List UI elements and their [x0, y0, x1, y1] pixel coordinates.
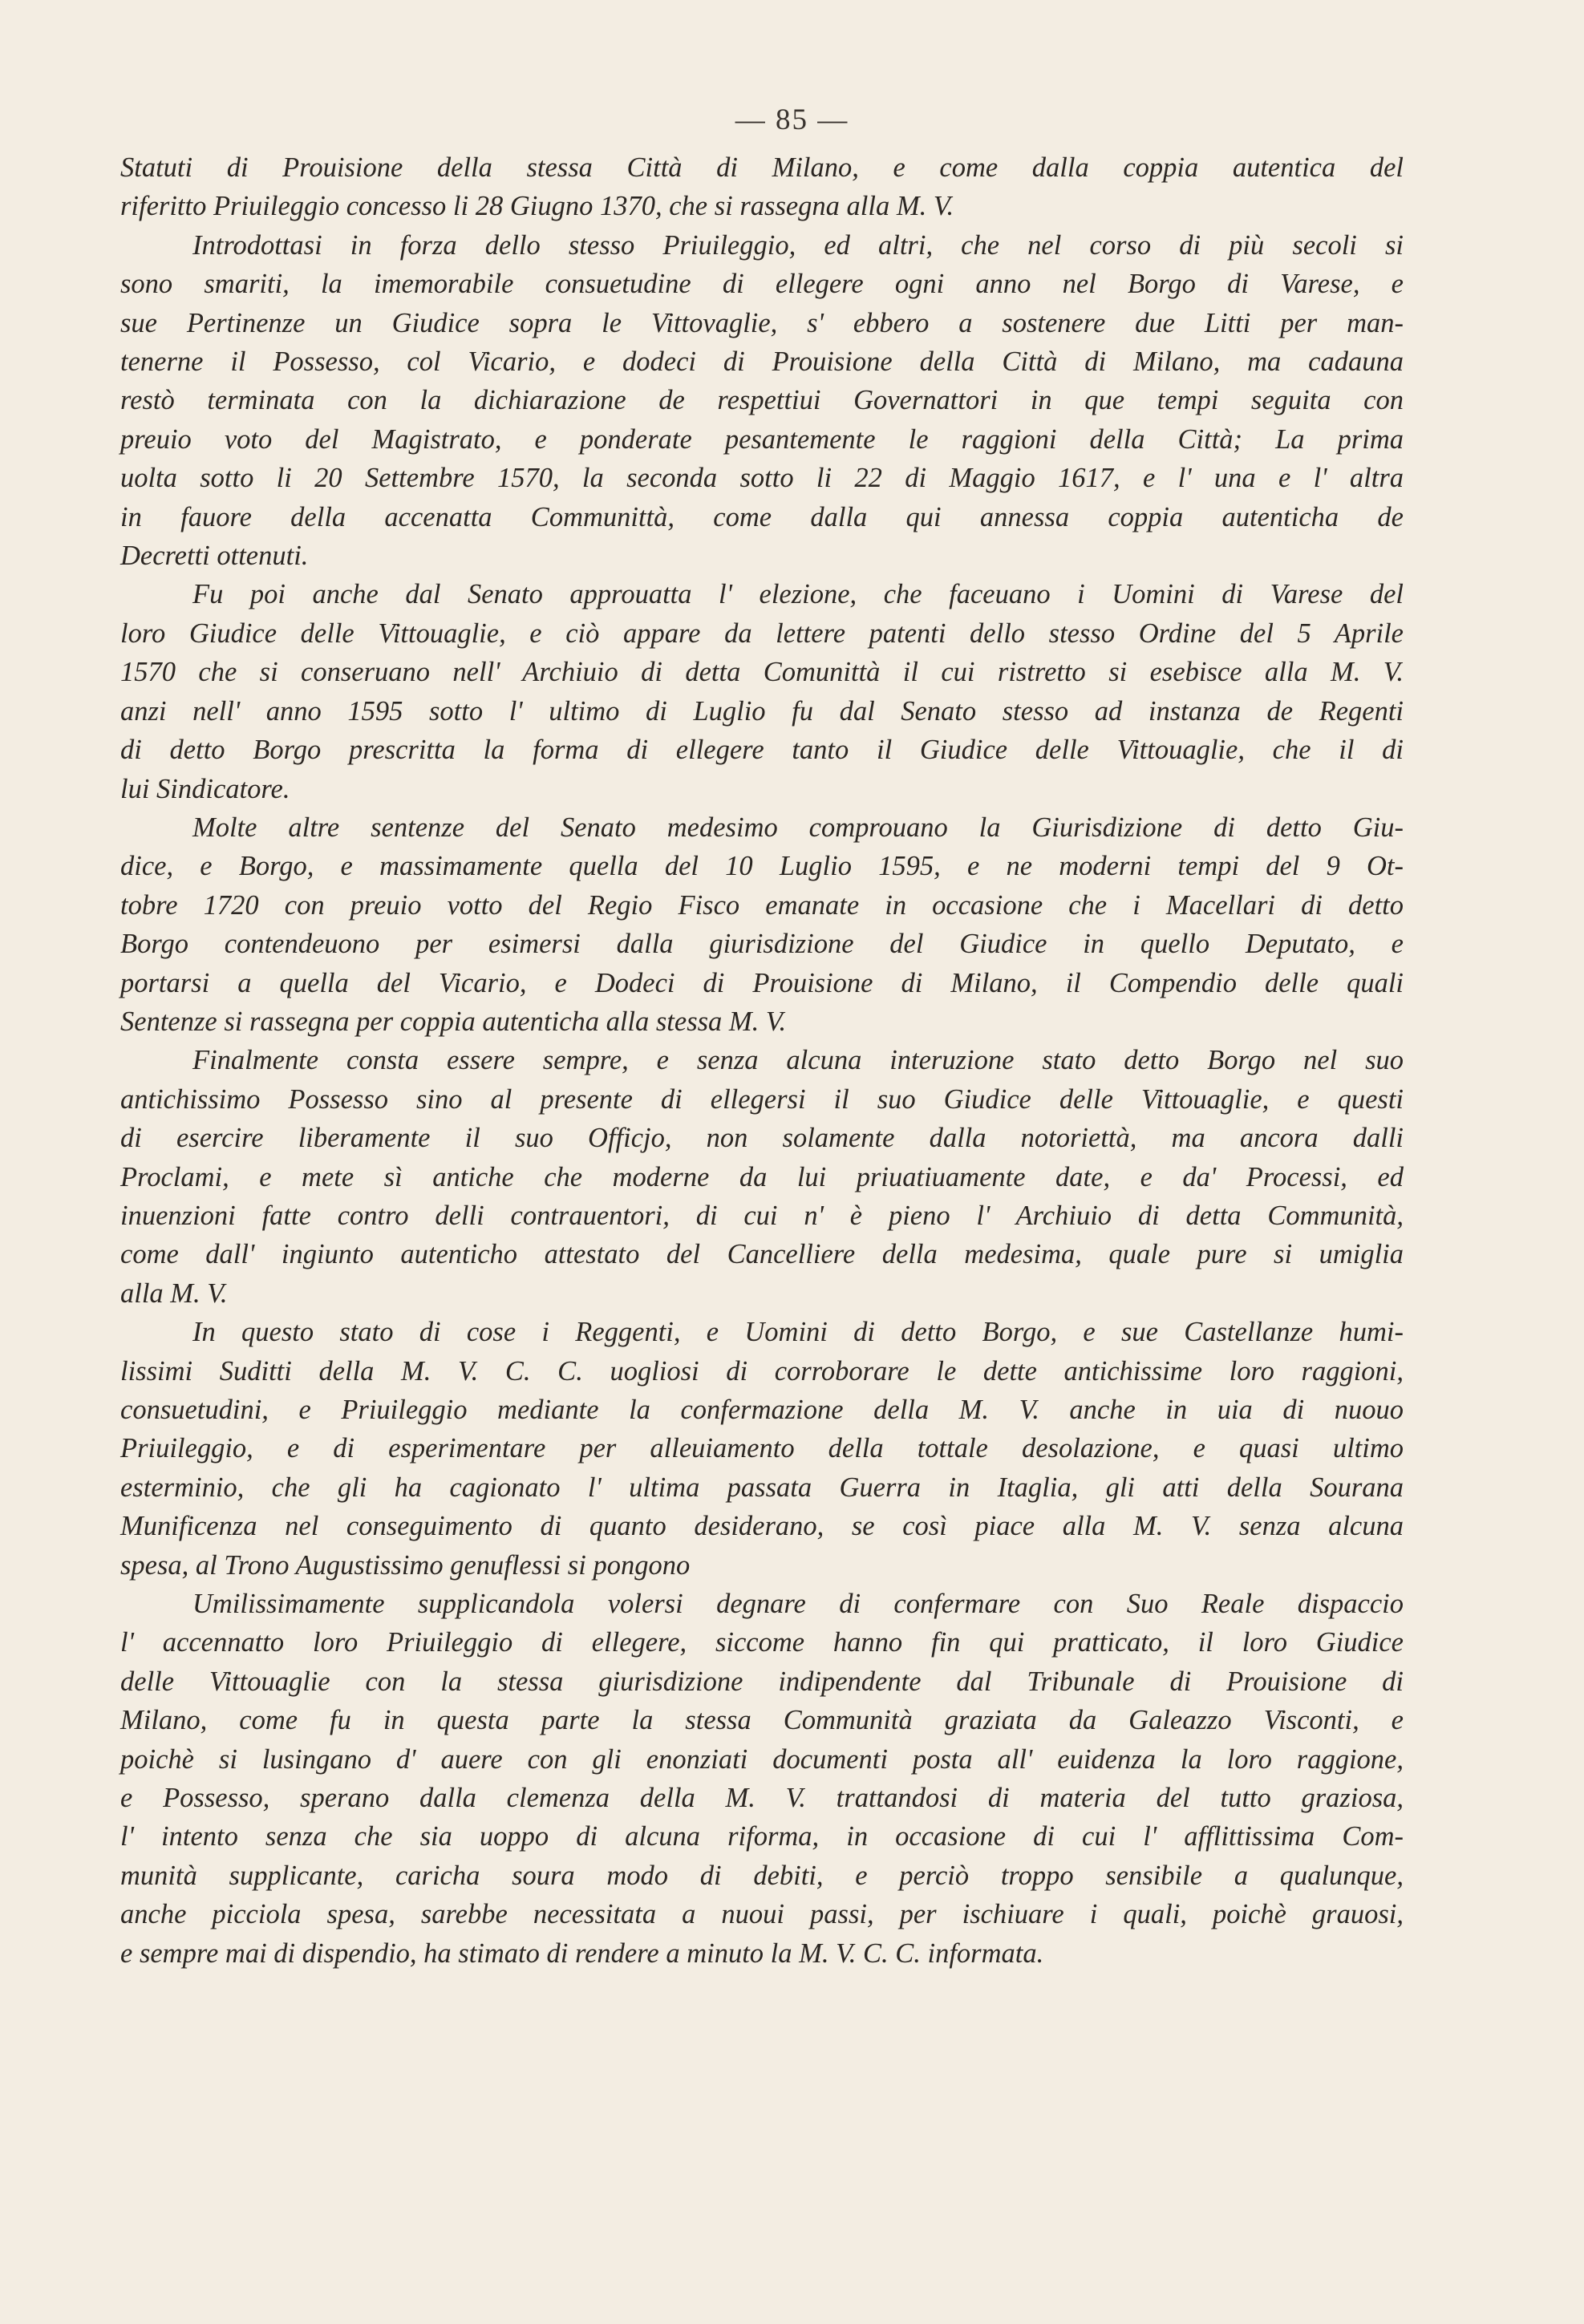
- text-line: sue Pertinenze un Giudice sopra le Vittovaglie, s' ebbero a sostenere due Litti per man-: [120, 307, 1404, 338]
- text-line: spesa, al Trono Augustissimo genuflessi si pongono: [120, 1549, 691, 1581]
- text-line: Statuti di Prouisione della stessa Città di Milano, e come dalla coppia autentica del: [120, 152, 1404, 183]
- text-line: tobre 1720 con preuio votto del Regio Fisco emanate in occasione che i Macellari di detto: [120, 889, 1404, 921]
- text-line: Introdottasi in forza dello stesso Priuileggio, ed altri, che nel corso di più secoli si: [192, 229, 1404, 261]
- text-line: l' intento senza che sia uoppo di alcuna riforma, in occasione di cui l' afflittissima Com-: [120, 1821, 1404, 1852]
- text-line: delle Vittouaglie con la stessa giurisdizione indipendente dal Tribunale di Prouisione di: [120, 1666, 1404, 1697]
- text-line: Finalmente consta essere sempre, e senza alcuna interuzione stato detto Borgo nel suo: [192, 1045, 1404, 1076]
- text-line: come dall' ingiunto autenticho attestato del Cancelliere della medesima, quale pure si umiglia: [120, 1239, 1404, 1270]
- text-line: inuenzioni fatte contro delli contrauentori, di cui n' è pieno l' Archiuio di detta Communità,: [120, 1200, 1404, 1231]
- text-line: Sentenze si rassegna per coppia autenticha alla stessa M. V.: [120, 1006, 787, 1037]
- text-line: Molte altre sentenze del Senato medesimo comprouano la Giurisdizione di detto Giu-: [192, 812, 1404, 843]
- text-line: Fu poi anche dal Senato approuatta l' elezione, che faceuano i Uomini di Varese del: [192, 579, 1404, 610]
- text-line: Proclami, e mete sì antiche che moderne da lui priuatiuamente date, e da' Processi, ed: [120, 1161, 1404, 1192]
- text-line: tenerne il Possesso, col Vicario, e dodeci di Prouisione della Città di Milano, ma cadauna: [120, 346, 1404, 378]
- text-line: anzi nell' anno 1595 sotto l' ultimo di Luglio fu dal Senato stesso ad instanza de Regenti: [120, 695, 1404, 727]
- text-line: l' accennatto loro Priuileggio di ellegere, siccome hanno fin qui pratticato, il loro Giudice: [120, 1627, 1404, 1658]
- text-line: lui Sindicatore.: [120, 773, 290, 804]
- text-line: Munificenza nel conseguimento di quanto desiderano, se così piace alla M. V. senza alcuna: [120, 1511, 1404, 1542]
- text-line: in fauore della accenatta Communittà, come dalla qui annessa coppia autenticha de: [120, 501, 1404, 532]
- text-line: dice, e Borgo, e massimamente quella del 10 Luglio 1595, e ne moderni tempi del 9 Ot-: [120, 851, 1404, 882]
- text-line: e sempre mai di dispendio, ha stimato di rendere a minuto la M. V. C. C. informata.: [120, 1937, 1044, 1969]
- text-line: consuetudini, e Priuileggio mediante la confermazione della M. V. anche in uia di nuouo: [120, 1395, 1404, 1425]
- text-line: di detto Borgo prescritta la forma di ellegere tanto il Giudice delle Vittouaglie, che il di: [120, 735, 1404, 766]
- text-line: di esercire liberamente il suo Officjo, non solamente dalla notoriettà, ma ancora dalli: [120, 1123, 1404, 1154]
- text-line: lissimi Suditti della M. V. C. C. uogliosi di corroborare le dette antichissime loro raggioni,: [120, 1355, 1404, 1387]
- text-line: antichissimo Possesso sino al presente di ellegersi il suo Giudice delle Vittouaglie, e questi: [120, 1083, 1404, 1115]
- text-line: 1570 che si conseruano nell' Archiuio di detta Comunittà il cui ristretto si esebisce alla M. V.: [120, 657, 1404, 688]
- text-line: uolta sotto li 20 Settembre 1570, la seconda sotto li 22 di Maggio 1617, e l' una e l' altra: [120, 463, 1404, 494]
- body-text: [120, 148, 1404, 1973]
- text-line: sono smariti, la imemorabile consuetudine di ellegere ogni anno nel Borgo di Varese, e: [120, 269, 1404, 300]
- text-line: e Possesso, sperano dalla clemenza della M. V. trattandosi di materia del tutto graziosa,: [120, 1783, 1404, 1814]
- text-line: Priuileggio, e di esperimentare per alleuiamento della tottale desolazione, e quasi ultimo: [120, 1433, 1404, 1464]
- text-line: restò terminata con la dichiarazione de respettiui Governattori in que tempi seguita con: [120, 385, 1404, 416]
- text-line: Milano, come fu in questa parte la stessa Communità graziata da Galeazzo Visconti, e: [120, 1705, 1404, 1736]
- text-line: loro Giudice delle Vittouaglie, e ciò appare da lettere patenti dello stesso Ordine del 5 Aprile: [120, 617, 1404, 649]
- text-line: Borgo contendeuono per esimersi dalla giurisdizione del Giudice in quello Deputato, e: [120, 929, 1404, 960]
- text-line: anche picciola spesa, sarebbe necessitata a nuoui passi, per ischiuare i quali, poichè grauosi,: [120, 1899, 1404, 1930]
- text-line: riferitto Priuileggio concesso li 28 Giugno 1370, che si rassegna alla M. V.: [120, 191, 954, 222]
- text-line: Umilissimamente supplicandola volersi degnare di confermare con Suo Reale dispaccio: [192, 1589, 1404, 1620]
- text-line: preuio voto del Magistrato, e ponderate pesantemente le raggioni della Città; La prima: [120, 423, 1404, 455]
- text-line: poichè si lusingano d' auere con gli enonziati documenti posta all' euidenza la loro raggione,: [120, 1743, 1404, 1775]
- text-line: Decretti ottenuti.: [120, 541, 309, 572]
- text-line: In questo stato di cose i Reggenti, e Uomini di detto Borgo, e sue Castellanze humi-: [192, 1317, 1404, 1348]
- text-line: alla M. V.: [120, 1277, 228, 1309]
- text-line: portarsi a quella del Vicario, e Dodeci di Prouisione di Milano, il Compendio delle quali: [120, 967, 1404, 998]
- text-line: esterminio, che gli ha cagionato l' ultima passata Guerra in Itaglia, gli atti della Sourana: [120, 1472, 1404, 1503]
- page-number: — 85 —: [735, 103, 849, 136]
- text-line: munità supplicante, caricha soura modo di debiti, e perciò troppo sensibile a qualunque,: [120, 1860, 1404, 1891]
